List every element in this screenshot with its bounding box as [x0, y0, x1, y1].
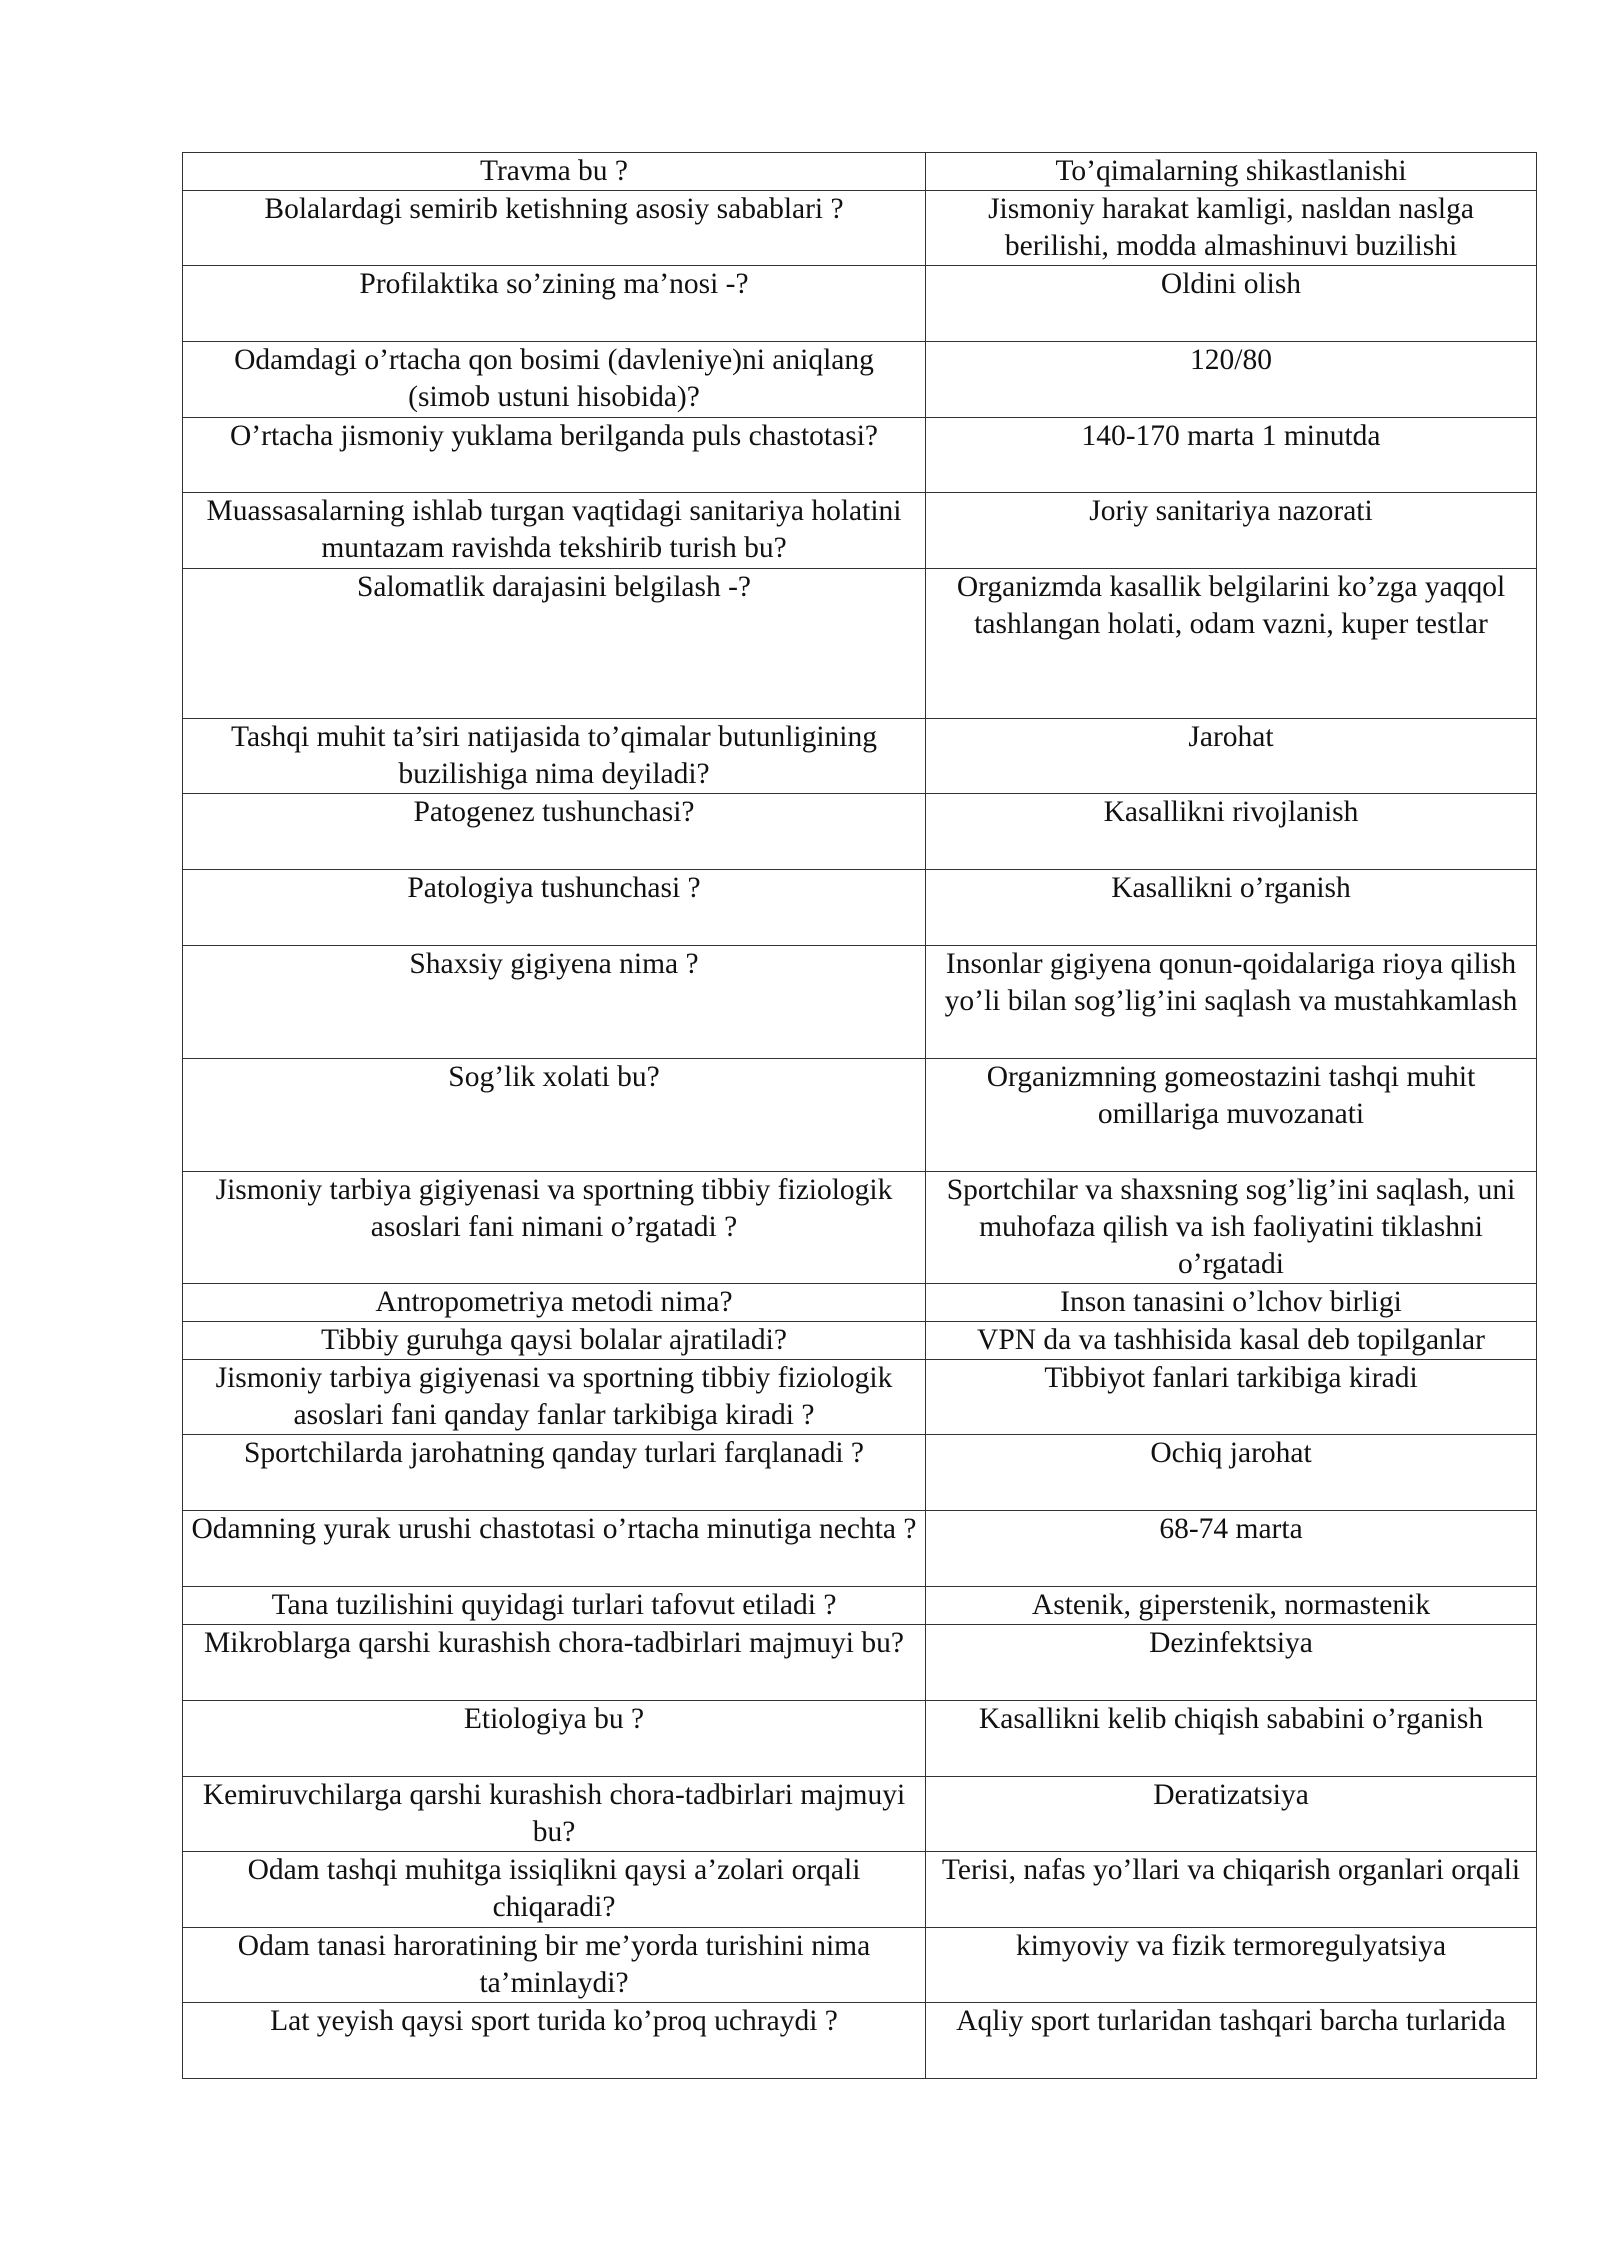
table-row — [183, 1625, 1537, 1701]
question-answer-table — [182, 152, 1537, 2079]
answer-cell: Aqliy sport turlaridan tashqari barcha turlarida — [926, 2003, 1537, 2079]
question-cell: Patogenez tushunchasi? — [183, 794, 926, 870]
answer-cell: Terisi, nafas yo’llari va chiqarish organlari orqali — [926, 1852, 1537, 1928]
table-row — [183, 1928, 1537, 2003]
table-row — [183, 569, 1537, 719]
answer-cell: Oldini olish — [926, 266, 1537, 342]
answer-cell: Jarohat — [926, 719, 1537, 794]
table-row — [183, 342, 1537, 418]
question-cell: Odam tashqi muhitga issiqlikni qaysi a’zolari orqali chiqaradi? — [183, 1852, 926, 1928]
table-row — [183, 493, 1537, 569]
question-cell: Bolalardagi semirib ketishning asosiy sabablari ? — [183, 191, 926, 266]
answer-cell: kimyoviy va fizik termoregulyatsiya — [926, 1928, 1537, 2003]
question-cell: Etiologiya bu ? — [183, 1701, 926, 1777]
table-row — [183, 1852, 1537, 1928]
answer-cell: VPN da va tashhisida kasal deb topilganlar — [926, 1322, 1537, 1360]
question-cell: Muassasalarning ishlab turgan vaqtidagi sanitariya holatini muntazam ravishda tekshirib turish bu? — [183, 493, 926, 569]
question-cell: Shaxsiy gigiyena nima ? — [183, 946, 926, 1059]
table-body — [183, 153, 1537, 2079]
answer-cell: Ochiq jarohat — [926, 1435, 1537, 1511]
question-cell: Salomatlik darajasini belgilash -? — [183, 569, 926, 719]
table-row — [183, 191, 1537, 266]
table-row — [183, 1284, 1537, 1322]
table-row — [183, 1511, 1537, 1587]
table-row — [183, 794, 1537, 870]
answer-cell: Deratizatsiya — [926, 1777, 1537, 1852]
question-cell: Jismoniy tarbiya gigiyenasi va sportning tibbiy fiziologik asoslari fani nimani o’rgatadi ? — [183, 1172, 926, 1284]
question-cell: Sog’lik xolati bu? — [183, 1059, 926, 1172]
table-row — [183, 1059, 1537, 1172]
question-cell: Jismoniy tarbiya gigiyenasi va sportning tibbiy fiziologik asoslari fani qanday fanlar tarkibiga kiradi ? — [183, 1360, 926, 1435]
table-row — [183, 418, 1537, 493]
question-cell: Tana tuzilishini quyidagi turlari tafovut etiladi ? — [183, 1587, 926, 1625]
question-cell: Kemiruvchilarga qarshi kurashish chora-tadbirlari majmuyi bu? — [183, 1777, 926, 1852]
question-cell: Patologiya tushunchasi ? — [183, 870, 926, 946]
table-row — [183, 1322, 1537, 1360]
table-row — [183, 2003, 1537, 2079]
question-cell: O’rtacha jismoniy yuklama berilganda puls chastotasi? — [183, 418, 926, 493]
table-row — [183, 1435, 1537, 1511]
answer-cell: Kasallikni kelib chiqish sababini o’rganish — [926, 1701, 1537, 1777]
answer-cell: Kasallikni o’rganish — [926, 870, 1537, 946]
answer-cell: Joriy sanitariya nazorati — [926, 493, 1537, 569]
answer-cell: Tibbiyot fanlari tarkibiga kiradi — [926, 1360, 1537, 1435]
question-cell: Tibbiy guruhga qaysi bolalar ajratiladi? — [183, 1322, 926, 1360]
question-cell: Odamning yurak urushi chastotasi o’rtacha minutiga nechta ? — [183, 1511, 926, 1587]
question-cell: Mikroblarga qarshi kurashish chora-tadbirlari majmuyi bu? — [183, 1625, 926, 1701]
answer-cell: To’qimalarning shikastlanishi — [926, 153, 1537, 191]
answer-cell: Inson tanasini o’lchov birligi — [926, 1284, 1537, 1322]
answer-cell: Organizmda kasallik belgilarini ko’zga yaqqol tashlangan holati, odam vazni, kuper testlar — [926, 569, 1537, 719]
table-row — [183, 870, 1537, 946]
question-cell: Profilaktika so’zining ma’nosi -? — [183, 266, 926, 342]
answer-cell: 120/80 — [926, 342, 1537, 418]
table-row — [183, 1587, 1537, 1625]
question-cell: Travma bu ? — [183, 153, 926, 191]
table-row — [183, 1172, 1537, 1284]
question-cell: Lat yeyish qaysi sport turida ko’proq uchraydi ? — [183, 2003, 926, 2079]
answer-cell: Sportchilar va shaxsning sog’lig’ini saqlash, uni muhofaza qilish va ish faoliyatini tiklashni o’rgatadi — [926, 1172, 1537, 1284]
answer-cell: Organizmning gomeostazini tashqi muhit omillariga muvozanati — [926, 1059, 1537, 1172]
answer-cell: 68-74 marta — [926, 1511, 1537, 1587]
answer-cell: Jismoniy harakat kamligi, nasldan naslga berilishi, modda almashinuvi buzilishi — [926, 191, 1537, 266]
table-row — [183, 266, 1537, 342]
question-cell: Odam tanasi haroratining bir me’yorda turishini nima ta’minlaydi? — [183, 1928, 926, 2003]
answer-cell: Astenik, giperstenik, normastenik — [926, 1587, 1537, 1625]
answer-cell: Kasallikni rivojlanish — [926, 794, 1537, 870]
table-row — [183, 153, 1537, 191]
question-cell: Tashqi muhit ta’siri natijasida to’qimalar butunligining buzilishiga nima deyiladi? — [183, 719, 926, 794]
table-row — [183, 1777, 1537, 1852]
question-cell: Antropometriya metodi nima? — [183, 1284, 926, 1322]
question-cell: Sportchilarda jarohatning qanday turlari farqlanadi ? — [183, 1435, 926, 1511]
answer-cell: Insonlar gigiyena qonun-qoidalariga rioya qilish yo’li bilan sog’lig’ini saqlash va mustahkamlash — [926, 946, 1537, 1059]
answer-cell: Dezinfektsiya — [926, 1625, 1537, 1701]
question-cell: Odamdagi o’rtacha qon bosimi (davleniye)ni aniqlang (simob ustuni hisobida)? — [183, 342, 926, 418]
table-row — [183, 1701, 1537, 1777]
table-row — [183, 1360, 1537, 1435]
table-row — [183, 719, 1537, 794]
answer-cell: 140-170 marta 1 minutda — [926, 418, 1537, 493]
table-row — [183, 946, 1537, 1059]
